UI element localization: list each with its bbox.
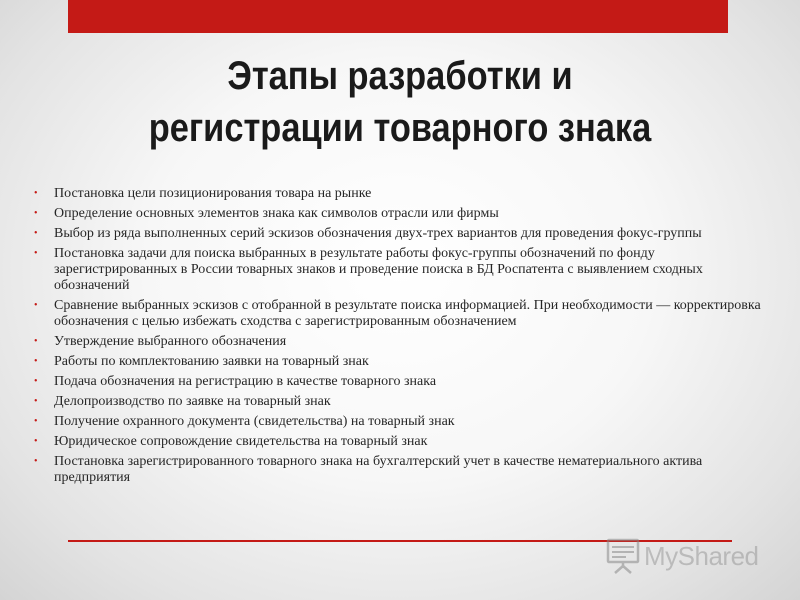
bullet-icon: • bbox=[34, 356, 38, 367]
bullet-text: Выбор из ряда выполненных серий эскизов обозначения двух-трех вариантов для проведения фокус-группы bbox=[54, 226, 702, 241]
slide-title-line-2: регистрации товарного знака bbox=[148, 106, 652, 150]
bullet-icon: • bbox=[34, 208, 38, 219]
bullet-icon: • bbox=[34, 300, 38, 311]
bullet-icon: • bbox=[34, 396, 38, 407]
bullet-item bbox=[34, 414, 764, 430]
bullet-icon: • bbox=[34, 228, 38, 239]
bullet-text: Определение основных элементов знака как символов отрасли или фирмы bbox=[54, 206, 499, 221]
bullet-icon: • bbox=[34, 456, 38, 467]
bullet-item bbox=[34, 186, 764, 202]
bullet-icon: • bbox=[34, 376, 38, 387]
bullet-item bbox=[34, 206, 764, 222]
bullet-item bbox=[34, 374, 764, 390]
top-accent-bar bbox=[68, 0, 728, 33]
bullet-text: Постановка задачи для поиска выбранных в результате работы фокус-группы обозначений по фонду зарегистрированных в России товарных знаков и проведение поиска в БД Роспатента с выявлением сходных обозначений bbox=[54, 246, 703, 293]
bullet-item bbox=[34, 454, 764, 486]
bullet-item bbox=[34, 298, 764, 330]
bullet-item bbox=[34, 226, 764, 242]
bullet-icon: • bbox=[34, 248, 38, 259]
bullet-item bbox=[34, 394, 764, 410]
bullet-icon: • bbox=[34, 436, 38, 447]
bullet-text: Утверждение выбранного обозначения bbox=[54, 334, 287, 349]
bullet-text: Делопроизводство по заявке на товарный знак bbox=[54, 394, 331, 409]
bullet-list bbox=[34, 186, 764, 490]
bullet-text: Постановка цели позиционирования товара на рынке bbox=[54, 186, 372, 201]
watermark-text: MyShared bbox=[644, 540, 759, 571]
slide-title-line-1: Этапы разработки и bbox=[227, 54, 573, 98]
slide-title bbox=[108, 50, 693, 154]
bullet-text: Получение охранного документа (свидетельства) на товарный знак bbox=[54, 414, 455, 429]
bullet-item bbox=[34, 354, 764, 370]
bullet-icon: • bbox=[34, 336, 38, 347]
bullet-text: Подача обозначения на регистрацию в качестве товарного знака bbox=[54, 374, 437, 389]
bullet-text: Работы по комплектованию заявки на товарный знак bbox=[54, 354, 369, 369]
bullet-icon: • bbox=[34, 416, 38, 427]
presentation-board-icon bbox=[606, 538, 640, 574]
bullet-text: Сравнение выбранных эскизов с отобранной в результате поиска информацией. При необходимости — корректировка обозначения с целью избежать сходства с зарегистрированным обозначением bbox=[54, 298, 761, 329]
bullet-text: Постановка зарегистрированного товарного знака на бухгалтерский учет в качестве нематериального актива предприятия bbox=[54, 454, 703, 485]
bullet-item bbox=[34, 246, 764, 294]
bullet-item bbox=[34, 334, 764, 350]
bullet-text: Юридическое сопровождение свидетельства на товарный знак bbox=[54, 434, 428, 449]
watermark bbox=[606, 536, 759, 576]
bullet-item bbox=[34, 434, 764, 450]
bullet-icon: • bbox=[34, 188, 38, 199]
